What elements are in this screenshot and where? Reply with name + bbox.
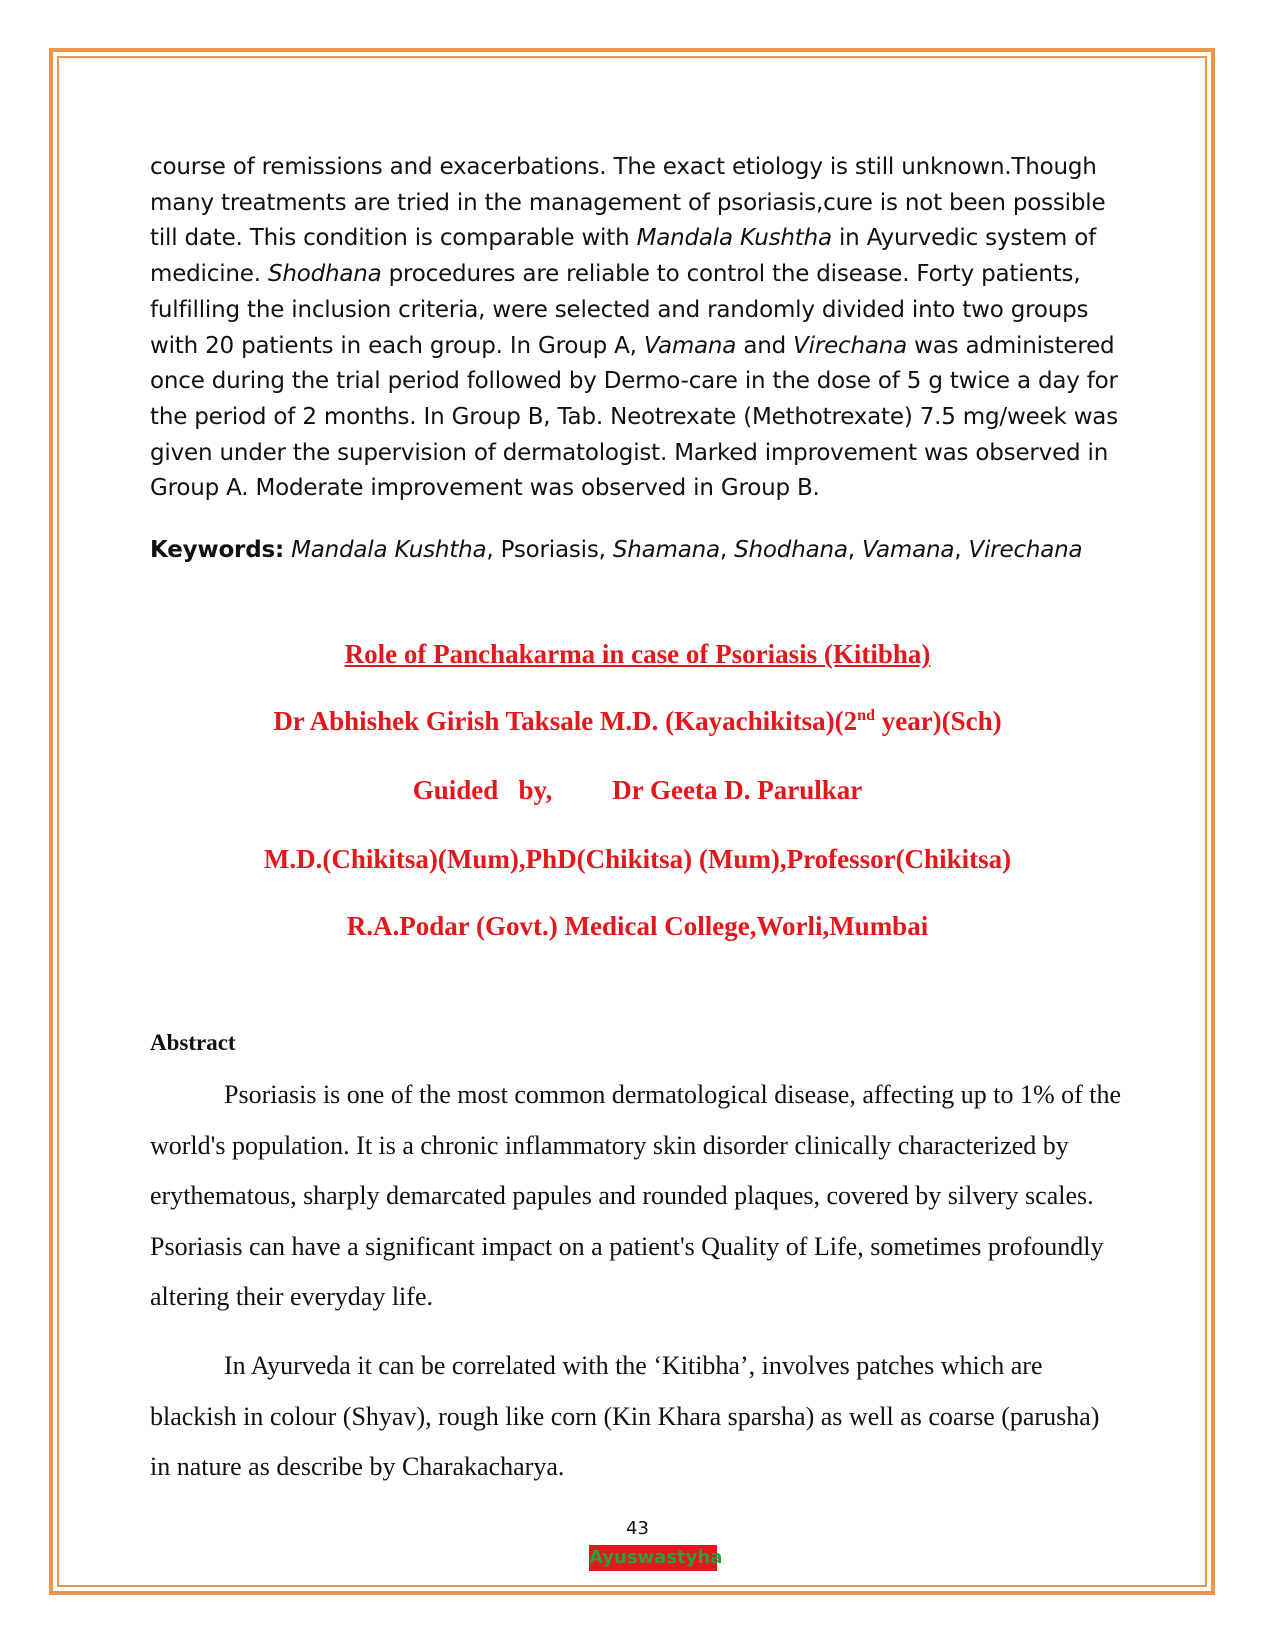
term-shodhana: Shodhana [267,261,382,288]
keyword-6: Virechana [968,537,1083,564]
keyword-1: Mandala Kushtha [291,537,487,564]
page-number: 43 [626,1518,649,1539]
journal-name-badge: Ayuswastyha [589,1545,717,1571]
keyword-3: Shamana [612,537,720,564]
term-mandala-kushtha: Mandala Kushtha [636,225,832,252]
keyword-5: Vamana [861,537,955,564]
institution: R.A.Podar (Govt.) Medical College,Worli,Mumbai [346,911,929,941]
keyword-4: Shodhana [734,537,848,564]
term-virechana: Virechana [793,332,908,359]
intro-paragraph: course of remissions and exacerbations. The exact etiology is still unknown.Though many treatments are tried in the management of psoriasis,cure is not been possible till date. This condition is comparable with Mandala Kushtha in Ayurvedic system of medicine. Shodhana procedures are reliable to control the disease. Forty patients, fulfilling the inclusion criteria, were selected and randomly divided into two groups with 20 patients in each group. In Group A, Vamana and Virechana was administered once during the trial period followed by Dermo-care in the dose of 5 g twice a day for the period of 2 months. In Group B, Tab. Neotrexate (Methotrexate) 7.5 mg/week was given under the supervision of dermatologist. Marked improvement was observed in Group A. Moderate improvement was observed in Group B. [150,154,1118,502]
keywords-label: Keywords: [150,537,284,564]
guide-name: Dr Geeta D. Parulkar [612,775,863,805]
guided-label: Guided by, [412,775,553,805]
intro-section [150,150,1125,568]
abstract-heading: Abstract [150,1030,236,1055]
article-title: Role of Panchakarma in case of Psoriasis (Kitibha) [344,639,931,669]
guide-line [0,774,1275,806]
term-vamana: Vamana [643,332,737,359]
abstract-paragraph-1: Psoriasis is one of the most common dermatological disease, affecting up to 1% of the world's population. It is a chronic inflammatory skin disorder clinically characterized by erythematous, sharply demarcated papules and rounded plaques, covered by silvery scales. Psoriasis can have a significant impact on a patient's Quality of Life, sometimes profoundly altering their everyday life. [150,1080,1122,1311]
abstract-paragraph-2: In Ayurveda it can be correlated with the ‘Kitibha’, involves patches which are blackish in colour (Shyav), rough like corn (Kin Khara sparsha) as well as coarse (parusha) in nature as describe by Charakacharya. [150,1351,1100,1481]
guide-credentials: M.D.(Chikitsa)(Mum),PhD(Chikitsa) (Mum),Professor(Chikitsa) [263,844,1012,874]
keywords-line: Keywords: Mandala Kushtha, Psoriasis, Shamana, Shodhana, Vamana, Virechana [150,537,1083,564]
author-line: Dr Abhishek Girish Taksale M.D. (Kayachikitsa)(2nd year)(Sch) [273,706,1002,736]
